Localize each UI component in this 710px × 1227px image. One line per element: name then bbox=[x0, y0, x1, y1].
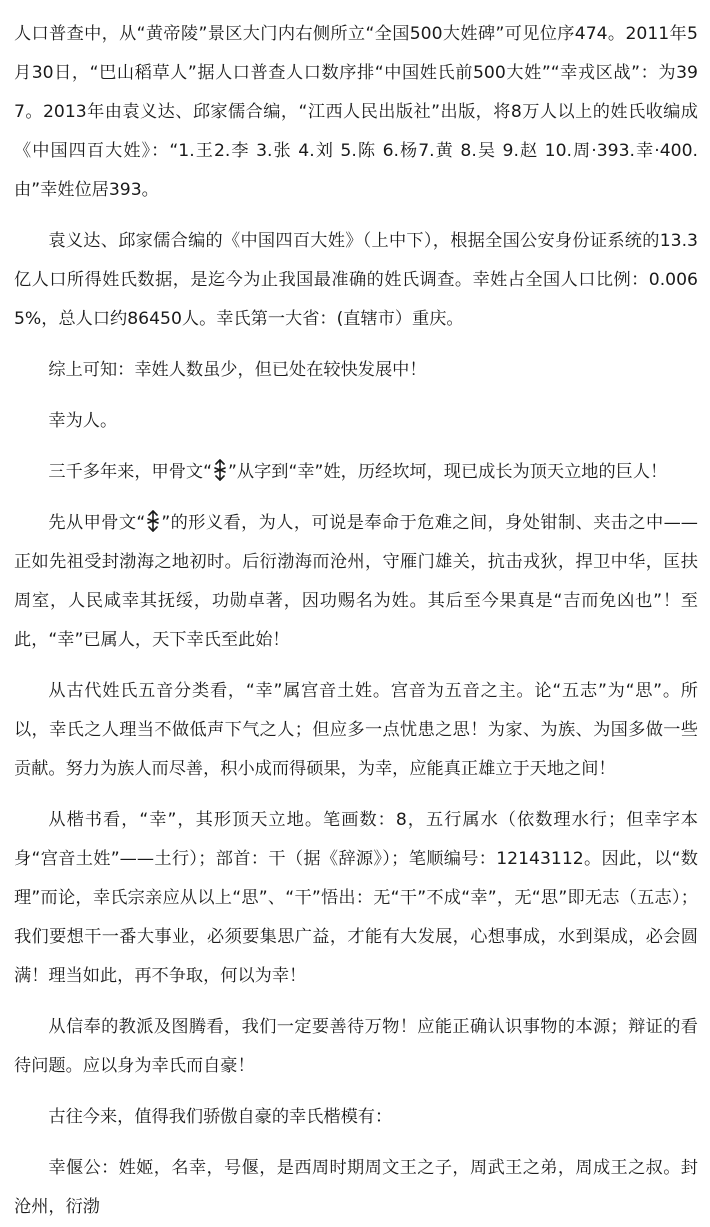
paragraph-text-before: 三千多年来，甲骨文“ bbox=[48, 462, 212, 482]
paragraph-role-models-intro: 古往今来，值得我们骄傲自豪的幸氏楷模有： bbox=[48, 1107, 393, 1127]
paragraph-text-before: 先从甲骨文“ bbox=[48, 513, 146, 533]
paragraph-totem: 从信奉的教派及图腾看，我们一定要善待万物！应能正确认识事物的本源；辩证的看待问题。应以身为幸氏而自豪！ bbox=[14, 1017, 698, 1076]
paragraph-five-tones: 从古代姓氏五音分类看，“幸”属宫音土姓。宫音为五音之主。论“五志”为“思”。所以，幸氏之人理当不做低声下气之人；但应多一点忧患之思！为家、为族、为国多做一些贡献。努力为族人而尽善，积小成而得硕果，为幸，应能真正雄立于天地之间！ bbox=[14, 681, 698, 779]
paragraph-xing-as-person: 幸为人。 bbox=[48, 411, 118, 431]
paragraph-xing-yan-gong: 幸偃公：姓姬，名幸，号偃，是西周时期周文王之子，周武王之弟，周成王之叔。封沧州，衍渤 bbox=[14, 1158, 698, 1217]
paragraph-glyph-meaning bbox=[14, 504, 698, 660]
paragraph-regular-script: 从楷书看，“幸”，其形顶天立地。笔画数：8，五行属水（依数理水行；但幸字本身“宫音土姓”——土行）；部首：干（据《辞源》）；笔顺编号：12143112。因此，以“数理”而论，幸氏宗亲应从以上“思”、“干”悟出：无“干”不成“幸”，无“思”即无志（五志）；我们要想干一番大事业，必须要集思广益，才能有大发展，心想事成，水到渠成，必会圆满！理当如此，再不争取，何以为幸！ bbox=[14, 810, 698, 986]
oracle-bone-xing-glyph-icon bbox=[213, 459, 227, 481]
paragraph-population-census: 人口普查中，从“黄帝陵”景区大门内右侧所立“全国500大姓碑”可见位序474。2011年5月30日，“巴山稻草人”据人口普查人口数序排“中国姓氏前500大姓”“幸戎区战”：为397。2013年由袁义达、邱家儒合编，“江西人民出版社”出版，将8万人以上的姓氏收编成《中国四百大姓》：“1.王2.李 3.张 4.刘 5.陈 6.杨7.黄 8.吴 9.赵 10.周·393.幸·400.由”幸姓位居393。 bbox=[14, 24, 698, 200]
oracle-bone-xing-glyph-icon bbox=[146, 510, 160, 532]
paragraph-oracle-bone-history bbox=[14, 453, 698, 492]
paragraph-text-after: ”从字到“幸”姓，历经坎坷，现已成长为顶天立地的巨人！ bbox=[227, 462, 668, 482]
paragraph-text-after: ”的形义看，为人，可说是奉命于危难之间，身处钳制、夹击之中——正如先祖受封渤海之地初时。后衍渤海而沧州，守雁门雄关，抗击戎狄，捍卫中华，匡扶周室，人民咸幸其抚绥，功勋卓著，因功赐名为姓。其后至今果真是“吉而免凶也”！至此，“幸”已属人，天下幸氏至此始！ bbox=[14, 513, 698, 650]
paragraph-summary: 综上可知：幸姓人数虽少，但已处在较快发展中！ bbox=[48, 360, 427, 380]
paragraph-four-hundred-surnames: 袁义达、邱家儒合编的《中国四百大姓》（上中下），根据全国公安身份证系统的13.3亿人口所得姓氏数据，是迄今为止我国最准确的姓氏调查。幸姓占全国人口比例：0.0065%，总人口约86450人。幸氏第一大省：(直辖市）重庆。 bbox=[14, 231, 698, 329]
